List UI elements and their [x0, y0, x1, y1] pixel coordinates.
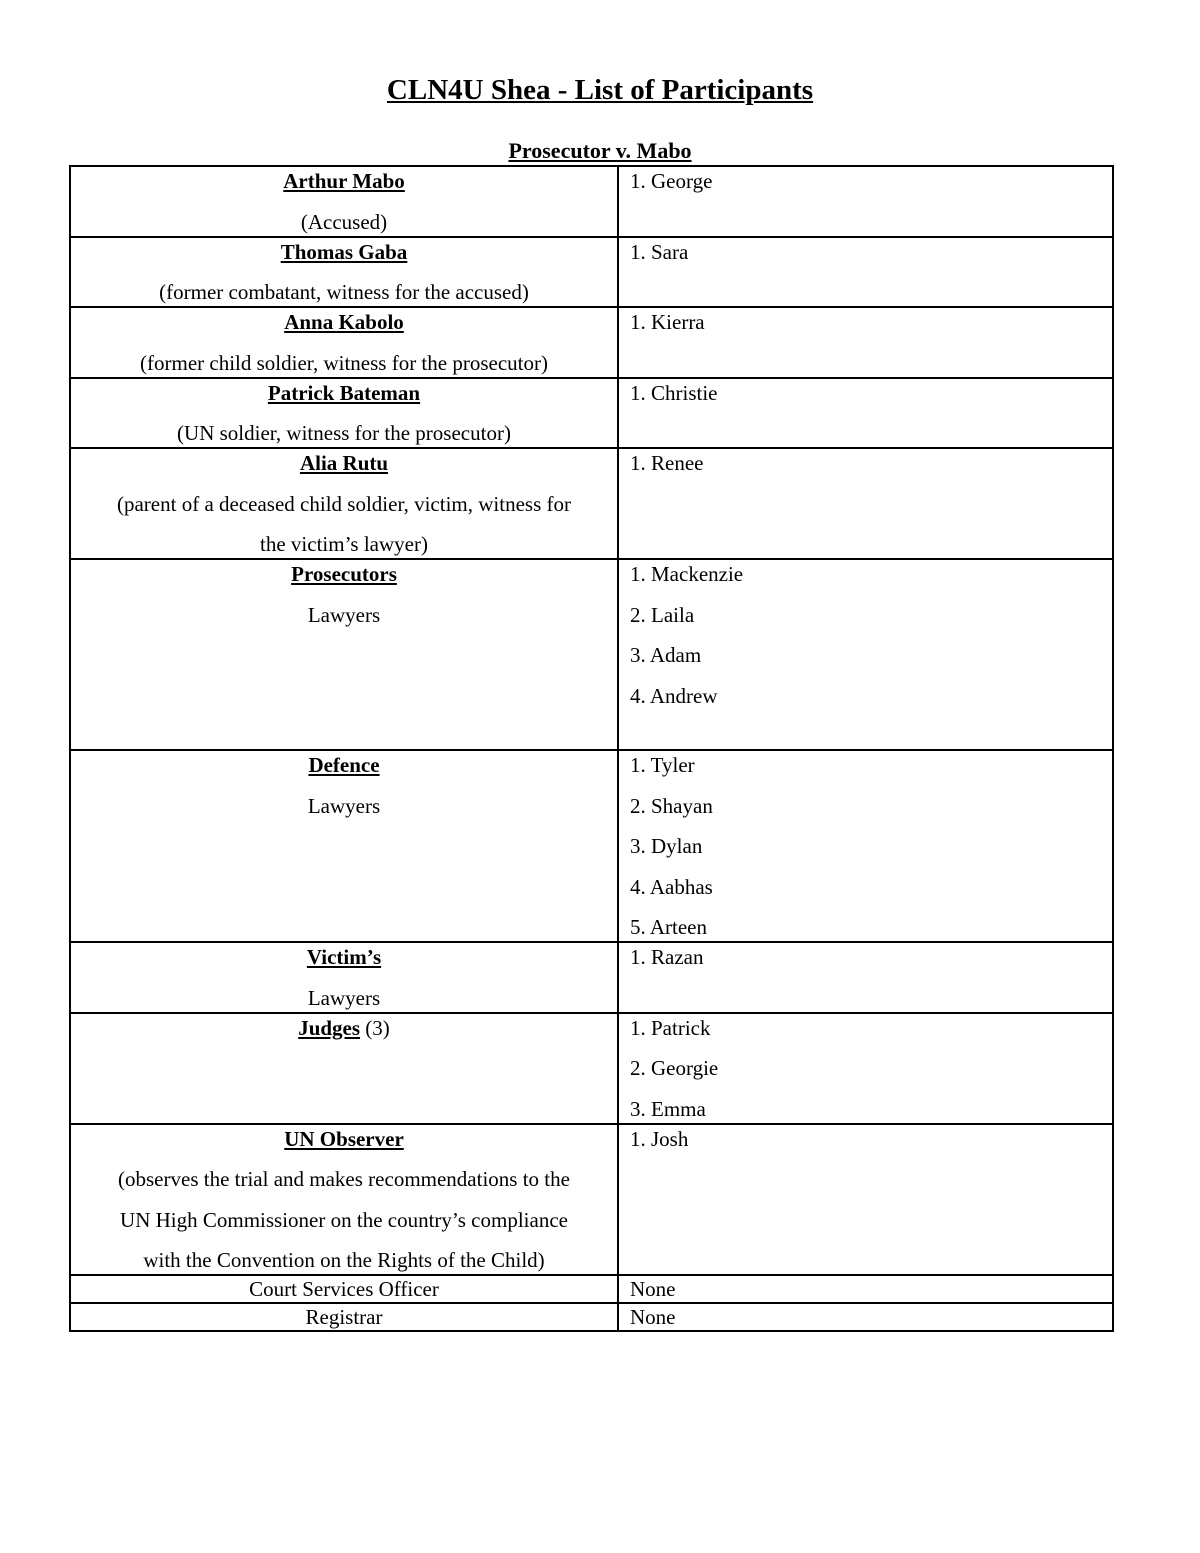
participant-names-cell	[618, 559, 1113, 750]
table-row	[70, 307, 1113, 378]
page-title: CLN4U Shea - List of Participants	[386, 74, 814, 106]
role-cell	[70, 1275, 618, 1303]
role-description: Lawyers	[307, 985, 381, 1010]
role-name: Prosecutors	[291, 562, 397, 586]
role-name: Arthur Mabo	[283, 169, 405, 193]
participant-name: 4. Aabhas	[630, 874, 713, 899]
participant-name: 1. Razan	[630, 945, 704, 969]
role-cell	[70, 237, 618, 308]
table-row	[70, 237, 1113, 308]
role-cell	[70, 307, 618, 378]
participant-name: 4. Andrew	[630, 683, 718, 708]
role-label: Registrar	[305, 1305, 383, 1329]
role-description: (former child soldier, witness for the prosecutor)	[140, 350, 548, 375]
role-cell	[70, 559, 618, 750]
participant-names-cell	[618, 1303, 1113, 1331]
role-description: (UN soldier, witness for the prosecutor)	[177, 421, 511, 445]
role-cell	[70, 1303, 618, 1331]
participant-name: 5. Arteen	[630, 915, 707, 939]
role-name: Anna Kabolo	[284, 310, 404, 334]
role-cell	[70, 750, 618, 942]
participant-names-cell	[618, 307, 1113, 378]
participant-names-cell	[618, 448, 1113, 559]
case-title: Prosecutor v. Mabo	[508, 138, 692, 163]
role-name: Thomas Gaba	[280, 239, 408, 264]
participant-names-cell	[618, 237, 1113, 308]
role-description: UN High Commissioner on the country’s compliance	[120, 1207, 568, 1232]
role-label: Court Services Officer	[249, 1277, 439, 1301]
table-row	[70, 942, 1113, 1013]
participants-table	[69, 165, 1114, 1332]
role-heading	[71, 1014, 617, 1042]
role-description: (parent of a deceased child soldier, victim, witness for	[116, 491, 571, 516]
role-count: (3)	[360, 1015, 390, 1040]
participant-name: 1. Tyler	[630, 753, 695, 777]
table-row	[70, 1303, 1113, 1331]
table-row	[70, 559, 1113, 750]
role-name: Defence	[308, 753, 380, 777]
participant-name: None	[630, 1305, 676, 1329]
participant-names-cell	[618, 942, 1113, 1013]
role-cell	[70, 1013, 618, 1124]
participant-name: 2. Georgie	[630, 1056, 719, 1080]
participant-name: 3. Emma	[630, 1096, 706, 1121]
role-description: (former combatant, witness for the accused)	[159, 280, 529, 304]
table-row	[70, 1275, 1113, 1303]
role-name: Judges	[298, 1015, 361, 1040]
participant-name: 2. Shayan	[630, 793, 713, 818]
role-description: (Accused)	[300, 209, 388, 234]
participant-name: 1. Christie	[630, 380, 718, 405]
participant-names-cell	[618, 1124, 1113, 1276]
table-row	[70, 448, 1113, 559]
table-row	[70, 750, 1113, 942]
participant-name: 1. Sara	[630, 239, 689, 264]
role-name: Alia Rutu	[299, 451, 389, 475]
participant-name: 1. Kierra	[630, 310, 705, 334]
participant-names-cell	[618, 750, 1113, 942]
table-row	[70, 166, 1113, 237]
role-cell	[70, 448, 618, 559]
table-row	[70, 1124, 1113, 1276]
participant-names-cell	[618, 378, 1113, 449]
participant-names-cell	[618, 1275, 1113, 1303]
participant-name: 3. Adam	[630, 643, 702, 667]
role-name: Victim’s	[306, 945, 382, 969]
role-cell	[70, 166, 618, 237]
participant-names-cell	[618, 1013, 1113, 1124]
role-description: Lawyers	[307, 793, 381, 818]
participant-name: 1. Patrick	[630, 1015, 711, 1040]
table-row	[70, 378, 1113, 449]
participant-name: 1. Josh	[630, 1126, 689, 1151]
role-description: Lawyers	[307, 602, 381, 627]
participant-name: 1. George	[630, 169, 713, 193]
role-description: with the Convention on the Rights of the Child)	[143, 1248, 545, 1272]
table-row	[70, 1013, 1113, 1124]
role-cell	[70, 378, 618, 449]
role-description: (observes the trial and makes recommendations to the	[118, 1167, 570, 1191]
participant-name: None	[630, 1277, 676, 1301]
role-name: Patrick Bateman	[267, 380, 421, 405]
participant-name: 1. Renee	[630, 451, 704, 475]
role-cell	[70, 1124, 618, 1276]
participant-name: 1. Mackenzie	[630, 562, 744, 586]
participant-names-cell	[618, 166, 1113, 237]
role-cell	[70, 942, 618, 1013]
role-name: UN Observer	[284, 1126, 404, 1151]
participant-name: 2. Laila	[630, 602, 695, 627]
role-description: the victim’s lawyer)	[260, 532, 428, 556]
participant-name: 3. Dylan	[630, 834, 703, 858]
